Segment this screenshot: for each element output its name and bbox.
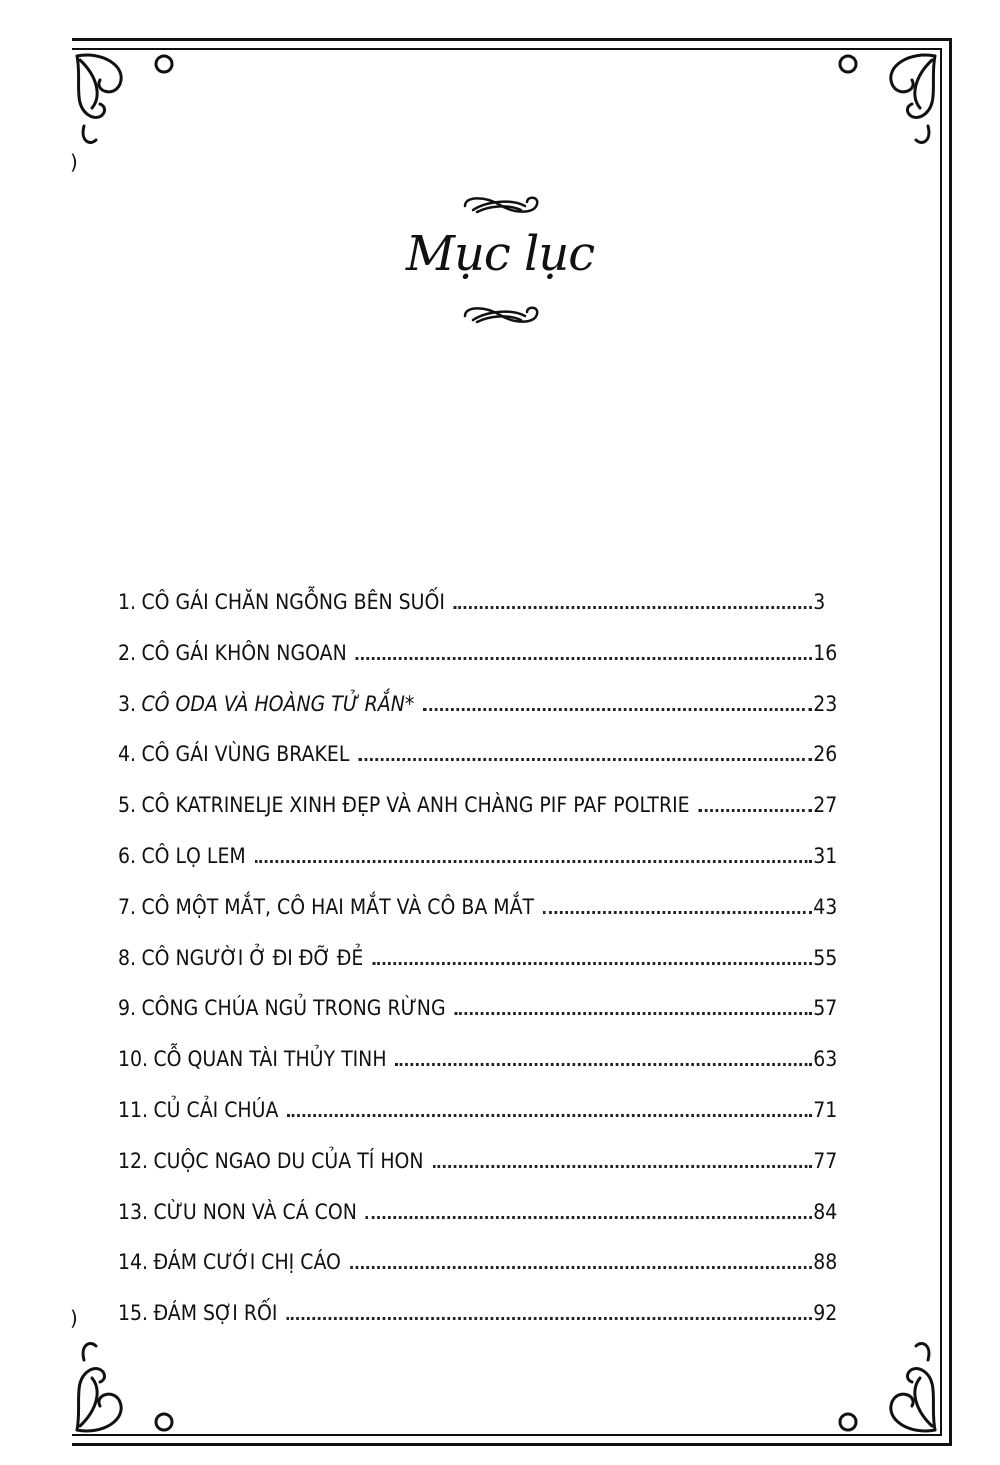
toc-entry-number: 7. xyxy=(118,894,137,919)
toc-dot-leader xyxy=(396,1063,812,1066)
toc-entry-number: 3. xyxy=(118,691,137,716)
toc-entry[interactable] xyxy=(118,1149,849,1200)
toc-entry-number: 13. xyxy=(118,1199,149,1224)
toc-entry[interactable] xyxy=(118,895,849,946)
toc-entry-page-number: 43 xyxy=(813,894,838,919)
toc-entry-title: CÔ LỌ LEM xyxy=(141,843,246,868)
toc-entry-page-number: 27 xyxy=(813,793,838,818)
corner-flourish-top-right-icon xyxy=(820,46,940,156)
toc-entry[interactable] xyxy=(118,1047,849,1098)
toc-entry-title: ĐÁM CƯỚI CHỊ CÁO xyxy=(153,1250,341,1275)
toc-entry-title: CÔ GÁI VÙNG BRAKEL xyxy=(141,742,350,767)
toc-dot-leader xyxy=(350,1266,812,1269)
toc-dot-leader xyxy=(287,1114,811,1117)
toc-entry-number: 14. xyxy=(118,1250,149,1275)
toc-entry-number: 1. xyxy=(118,590,137,614)
toc-dot-leader xyxy=(356,657,812,660)
margin-mark: ) xyxy=(70,1306,78,1330)
toc-entry[interactable] xyxy=(118,1200,849,1251)
toc-entry[interactable] xyxy=(118,946,849,997)
table-of-contents xyxy=(118,590,850,1352)
toc-entry[interactable] xyxy=(118,996,849,1047)
toc-dot-leader xyxy=(543,911,811,914)
toc-entry-page-number: 92 xyxy=(813,1301,838,1326)
margin-mark: ) xyxy=(70,150,78,174)
toc-entry-page-number: 31 xyxy=(813,843,838,868)
toc-entry[interactable] xyxy=(118,793,849,844)
toc-entry-title: CÔNG CHÚA NGỦ TRONG RỪNG xyxy=(141,996,446,1021)
toc-dot-leader xyxy=(433,1165,812,1168)
toc-entry-number: 8. xyxy=(118,945,137,970)
toc-entry-page-number: 71 xyxy=(813,1097,838,1122)
toc-entry-title: CỖ QUAN TÀI THỦY TINH xyxy=(153,1047,387,1072)
toc-entry-number: 11. xyxy=(118,1097,149,1122)
toc-entry-title: CÔ KATRINELJE XINH ĐẸP VÀ ANH CHÀNG PIF PAF POLTRIE xyxy=(141,793,690,818)
toc-entry-title: CÔ GÁI CHĂN NGỖNG BÊN SUỐI xyxy=(141,590,445,614)
toc-entry[interactable] xyxy=(118,1301,849,1352)
toc-entry-page-number: 23 xyxy=(813,691,838,716)
toc-entry-number: 10. xyxy=(118,1047,149,1072)
toc-entry-number: 15. xyxy=(118,1301,149,1326)
toc-entry-page-number: 57 xyxy=(813,996,838,1021)
page-title: Mục lục xyxy=(405,226,595,282)
toc-dot-leader xyxy=(366,1216,812,1219)
toc-entry-title: CÔ MỘT MẮT, CÔ HAI MẮT VÀ CÔ BA MẮT xyxy=(141,894,535,919)
toc-entry-number: 9. xyxy=(118,996,137,1021)
toc-entry[interactable] xyxy=(118,1250,849,1301)
toc-dot-leader xyxy=(358,758,811,761)
swirl-divider-icon xyxy=(455,302,545,328)
toc-entry-page-number: 55 xyxy=(813,945,838,970)
toc-entry-number: 6. xyxy=(118,843,137,868)
toc-entry-title: CÔ ODA VÀ HOÀNG TỬ RẮN* xyxy=(141,691,415,716)
toc-entry-page-number: 84 xyxy=(813,1199,838,1224)
corner-flourish-top-left-icon xyxy=(72,46,192,156)
toc-entry-page-number: 88 xyxy=(813,1250,838,1275)
toc-entry-title: ĐÁM SỢI RỐI xyxy=(153,1301,278,1326)
toc-entry[interactable] xyxy=(118,590,849,641)
toc-dot-leader xyxy=(372,962,811,965)
toc-entry-number: 12. xyxy=(118,1148,149,1173)
toc-dot-leader xyxy=(423,708,811,711)
toc-entry[interactable] xyxy=(118,692,849,743)
toc-entry-title: CỪU NON VÀ CÁ CON xyxy=(153,1199,357,1224)
toc-entry[interactable] xyxy=(118,641,849,692)
toc-dot-leader xyxy=(286,1317,811,1320)
toc-entry-page-number: 3 xyxy=(813,590,826,614)
toc-dot-leader xyxy=(699,809,812,812)
toc-entry-title: CÔ GÁI KHÔN NGOAN xyxy=(141,640,347,665)
toc-dot-leader xyxy=(454,606,812,609)
toc-entry-page-number: 26 xyxy=(813,742,838,767)
toc-entry-title: CUỘC NGAO DU CỦA TÍ HON xyxy=(153,1148,424,1173)
toc-entry-page-number: 16 xyxy=(813,640,838,665)
toc-entry-title: CÔ NGƯỜI Ở ĐI ĐỠ ĐẺ xyxy=(141,945,364,970)
toc-entry-page-number: 77 xyxy=(813,1148,838,1173)
toc-entry[interactable] xyxy=(118,742,849,793)
toc-entry-page-number: 63 xyxy=(813,1047,838,1072)
toc-entry-number: 2. xyxy=(118,640,137,665)
toc-dot-leader xyxy=(455,1012,812,1015)
toc-entry[interactable] xyxy=(118,844,849,895)
toc-entry[interactable] xyxy=(118,1098,849,1149)
toc-entry-number: 5. xyxy=(118,793,137,818)
toc-entry-title: CỦ CẢI CHÚA xyxy=(153,1097,279,1122)
toc-dot-leader xyxy=(255,860,812,863)
swirl-divider-icon xyxy=(455,192,545,218)
toc-entry-number: 4. xyxy=(118,742,137,767)
